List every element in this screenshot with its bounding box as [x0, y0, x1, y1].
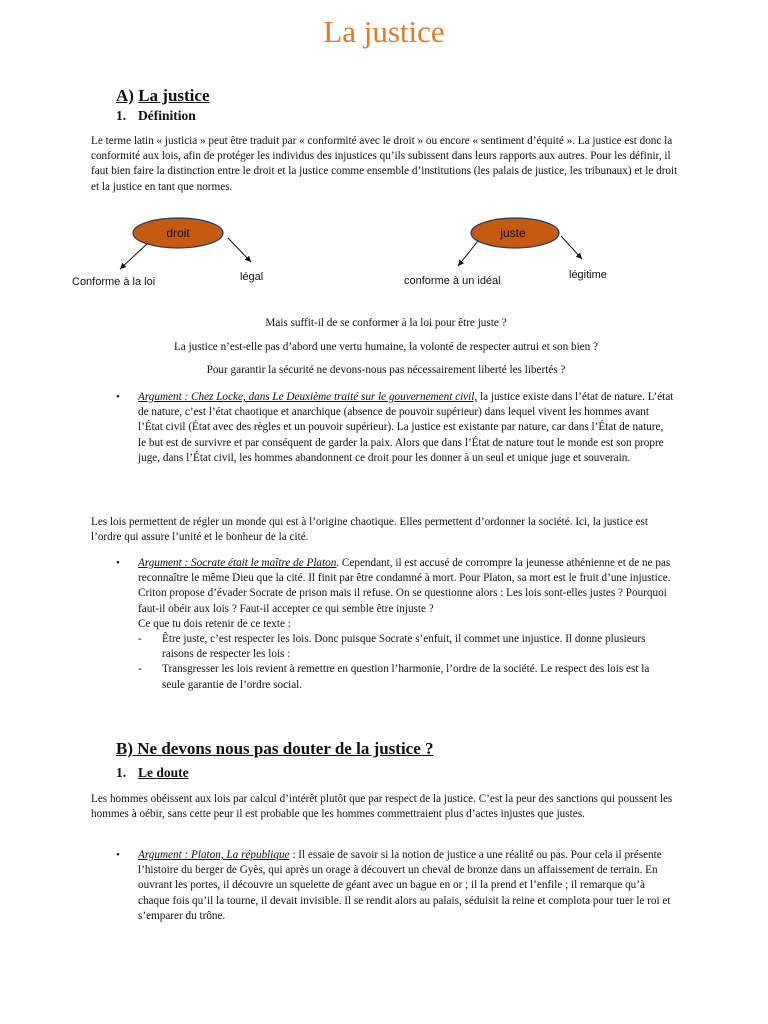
doubt-paragraph: Les hommes obéissent aux lois par calcul d’intérêt plutôt que par respect de la justice. C’est la peur des sanctions qui poussent les hommes à oébir, sans cette peur il est probable que les hommes commettraient plus d’actes injustes que justes.: [91, 793, 673, 821]
conforme-loi-label: Conforme à la loi: [72, 276, 156, 288]
dash-marker: -: [138, 633, 142, 646]
argument-socrate-text: . Cependant, il est accusé de corrompre la jeunesse athénienne et de ne pas reconnaître le même Dieu que la cité. Il finit par être condamné à mort. Pour Platon, sa mort est le fruit d’une injustice. Criton propose d’évader Socrate de prison mais il refuse. On se questionne alors : Les lois sont-elles justes ? Pourquoi faut-il obéir aux lois ? Faut-il accepter ce qui semble être injuste ?: [138, 557, 671, 615]
retain-list: [138, 632, 674, 693]
definition-label: Définition: [138, 108, 196, 123]
legitime-label: légitime: [569, 269, 607, 281]
list-item: [138, 662, 674, 692]
argument-platon-text: : Il essaie de savoir si la notion de justice a une réalité ou pas. Pour cela il présente l’histoire du berger de Gyès, qui après un orage à découvert un cheval de bronze dans un affaissement de terrain. En ouvrant les portes, il découvre un squelette de géant avec un bague en or ; il la prend et l’enfile ; il remarque qu’à chaque fois qu’il la tourne, il devait invisible. Il se rendit alors au palais, séduisit la reine et complota pour tuer le roi et s’emparer du trône.: [138, 849, 671, 922]
bullet-arg-socrate: •: [116, 557, 120, 569]
argument-platon-lead: Argument : Platon, La république: [138, 849, 290, 861]
argument-locke-text: la justice existe dans l’état de nature. L’état de nature, c’est l’état chaotique et anarchique (absence de pouvoir supérieur) dans lequel vivent les hommes avant l’État civil (État avec des règles et un pouvoir supérieur). La justice est existante par nature, car dans l’État de nature, le but est de survivre et par conséquent de garder la paix. Alors que dans l’État de nature tout le monde est son propre juge, dans l’État civil, les hommes abandonnent ce droit pour les donner à un seul et unique juge et souverain.: [138, 391, 674, 464]
argument-platon: [138, 848, 674, 924]
section-b-heading: [116, 739, 434, 759]
juste-arrow-right: [561, 236, 582, 259]
definition-heading: [116, 108, 196, 124]
page-title: La justice: [323, 14, 445, 49]
droit-label: droit: [166, 226, 190, 240]
juste-label: juste: [500, 226, 526, 240]
retain-point-1: Être juste, c’est respecter les lois. Donc puisque Socrate s’enfuit, il commet une injustice. Il donne plusieurs raisons de respecter les lois :: [162, 633, 646, 661]
juste-arrow-left: [458, 241, 478, 266]
doute-label: Le doute: [138, 765, 189, 780]
question-3: Pour garantir la sécurité ne devons-nous pas nécessairement liberté les libertés ?: [206, 364, 566, 376]
question-1: Mais suffit-il de se conformer à la loi pour être juste ?: [265, 317, 507, 329]
bullet-arg-platon: •: [116, 849, 120, 861]
argument-locke-lead: Argument : Chez Locke, dans Le Deuxième traité sur le gouvernement civil,: [138, 391, 478, 403]
conforme-ideal-label: conforme à un idéal: [404, 275, 501, 287]
droit-arrow-right: [228, 238, 251, 262]
droit-arrow-left: [120, 243, 148, 269]
bullet-arg-locke: •: [116, 391, 120, 403]
section-a-heading: [116, 86, 210, 106]
list-item: [138, 632, 674, 662]
droit-juste-diagram: [0, 210, 768, 300]
dash-marker: -: [138, 663, 142, 676]
doute-heading: [116, 765, 189, 781]
argument-locke: [138, 390, 674, 466]
laws-paragraph: Les lois permettent de régler un monde qui est à l’origine chaotique. Elles permettent d’ordonner la société. Ici, la justice est l’ordre qui assure l’unité et le bonheur de la cité.: [91, 516, 649, 544]
definition-number: 1.: [116, 108, 127, 123]
section-a-title: La justice: [138, 86, 210, 105]
definition-paragraph: Le terme latin « justicia » peut être traduit par « conformité avec le droit » ou encore « sentiment d’équité ». La justice est donc la conformité aux lois, afin de protéger les individus des injustices qu’ils subissent dans leurs rapports aux autres. Pour les définir, il faut bien faire la distinction entre le droit et la justice comme ensemble d’institutions (les palais de justice, les tribunaux) et le droit et la justice en tant que normes.: [91, 135, 678, 193]
doute-number: 1.: [116, 765, 127, 780]
argument-socrate-lead: Argument : Socrate était le maître de Platon: [138, 557, 337, 569]
section-a-letter: A): [116, 86, 134, 105]
section-b-title: B) Ne devons nous pas douter de la justice ?: [116, 739, 434, 758]
question-2: La justice n’est-elle pas d’abord une vertu humaine, la volonté de respecter autrui et son bien ?: [173, 341, 599, 353]
argument-socrate-body: [138, 556, 674, 617]
argument-socrate: [138, 556, 674, 693]
retain-label: Ce que tu dois retenir de ce texte :: [138, 617, 291, 630]
legal-label: légal: [240, 271, 264, 283]
retain-point-2: Transgresser les lois revient à remettre en question l’harmonie, l’ordre de la société. Le respect des lois est la seule garantie de l’ordre social.: [162, 663, 650, 691]
